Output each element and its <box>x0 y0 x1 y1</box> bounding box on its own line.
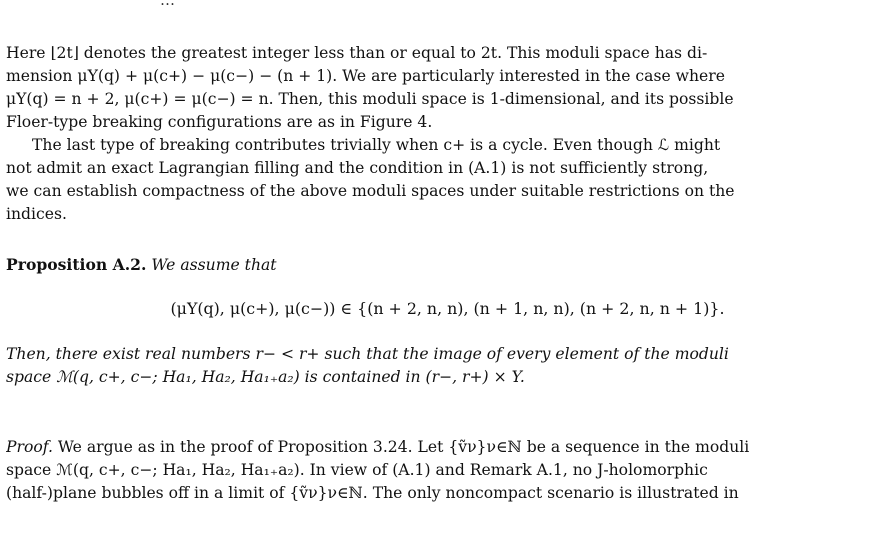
proposition-conclusion <box>6 343 890 389</box>
text-line: Here ⌊2t⌋ denotes the greatest integer less than or equal to 2t. This moduli space has di- <box>6 44 708 62</box>
text-line: μY(q) = n + 2, μ(c+) = μ(c−) = n. Then, this moduli space is 1-dimensional, and its possible <box>6 90 734 108</box>
text-line: Then, there exist real numbers r− < r+ such that the image of every element of the moduli <box>6 345 729 363</box>
text-line: The last type of breaking contributes trivially when c+ is a cycle. Even though ℒ might <box>32 136 721 154</box>
text-line: space ℳ(q, c+, c−; Ha₁, Ha₂, Ha₁₊a₂). In view of (A.1) and Remark A.1, no J-holomorphic <box>6 461 708 479</box>
proof-label: Proof. <box>6 438 53 456</box>
paragraph-moduli-dimension <box>6 42 890 134</box>
text-line: (half-)plane bubbles off in a limit of {ṽν}ν∈ℕ. The only noncompact scenario is illustrated in <box>6 484 739 502</box>
text-line: We argue as in the proof of Proposition 3.24. Let {ṽν}ν∈ℕ be a sequence in the moduli <box>57 438 750 456</box>
text-line: not admit an exact Lagrangian filling and the condition in (A.1) is not sufficiently strong, <box>6 159 709 177</box>
proposition-statement <box>6 253 890 277</box>
proposition-intro: We assume that <box>151 256 277 274</box>
proof-block <box>6 436 890 505</box>
paragraph-breaking <box>6 134 890 226</box>
text-line: indices. <box>6 205 67 223</box>
text-line: space ℳ(q, c+, c−; Ha₁, Ha₂, Ha₁₊a₂) is contained in (r−, r+) × Y. <box>6 368 525 386</box>
proposition-heading: Proposition A.2. <box>6 255 147 274</box>
text-line: Floer-type breaking configurations are as in Figure 4. <box>6 113 433 131</box>
display-equation: (μY(q), μ(c+), μ(c−)) ∈ {(n + 2, n, n), (n + 1, n, n), (n + 2, n, n + 1)}. <box>170 299 725 318</box>
cut-off-header <box>160 0 760 5</box>
text-line: mension μY(q) + μ(c+) − μ(c−) − (n + 1). We are particularly interested in the case where <box>6 67 725 85</box>
text-line: we can establish compactness of the above moduli spaces under suitable restrictions on the <box>6 182 735 200</box>
